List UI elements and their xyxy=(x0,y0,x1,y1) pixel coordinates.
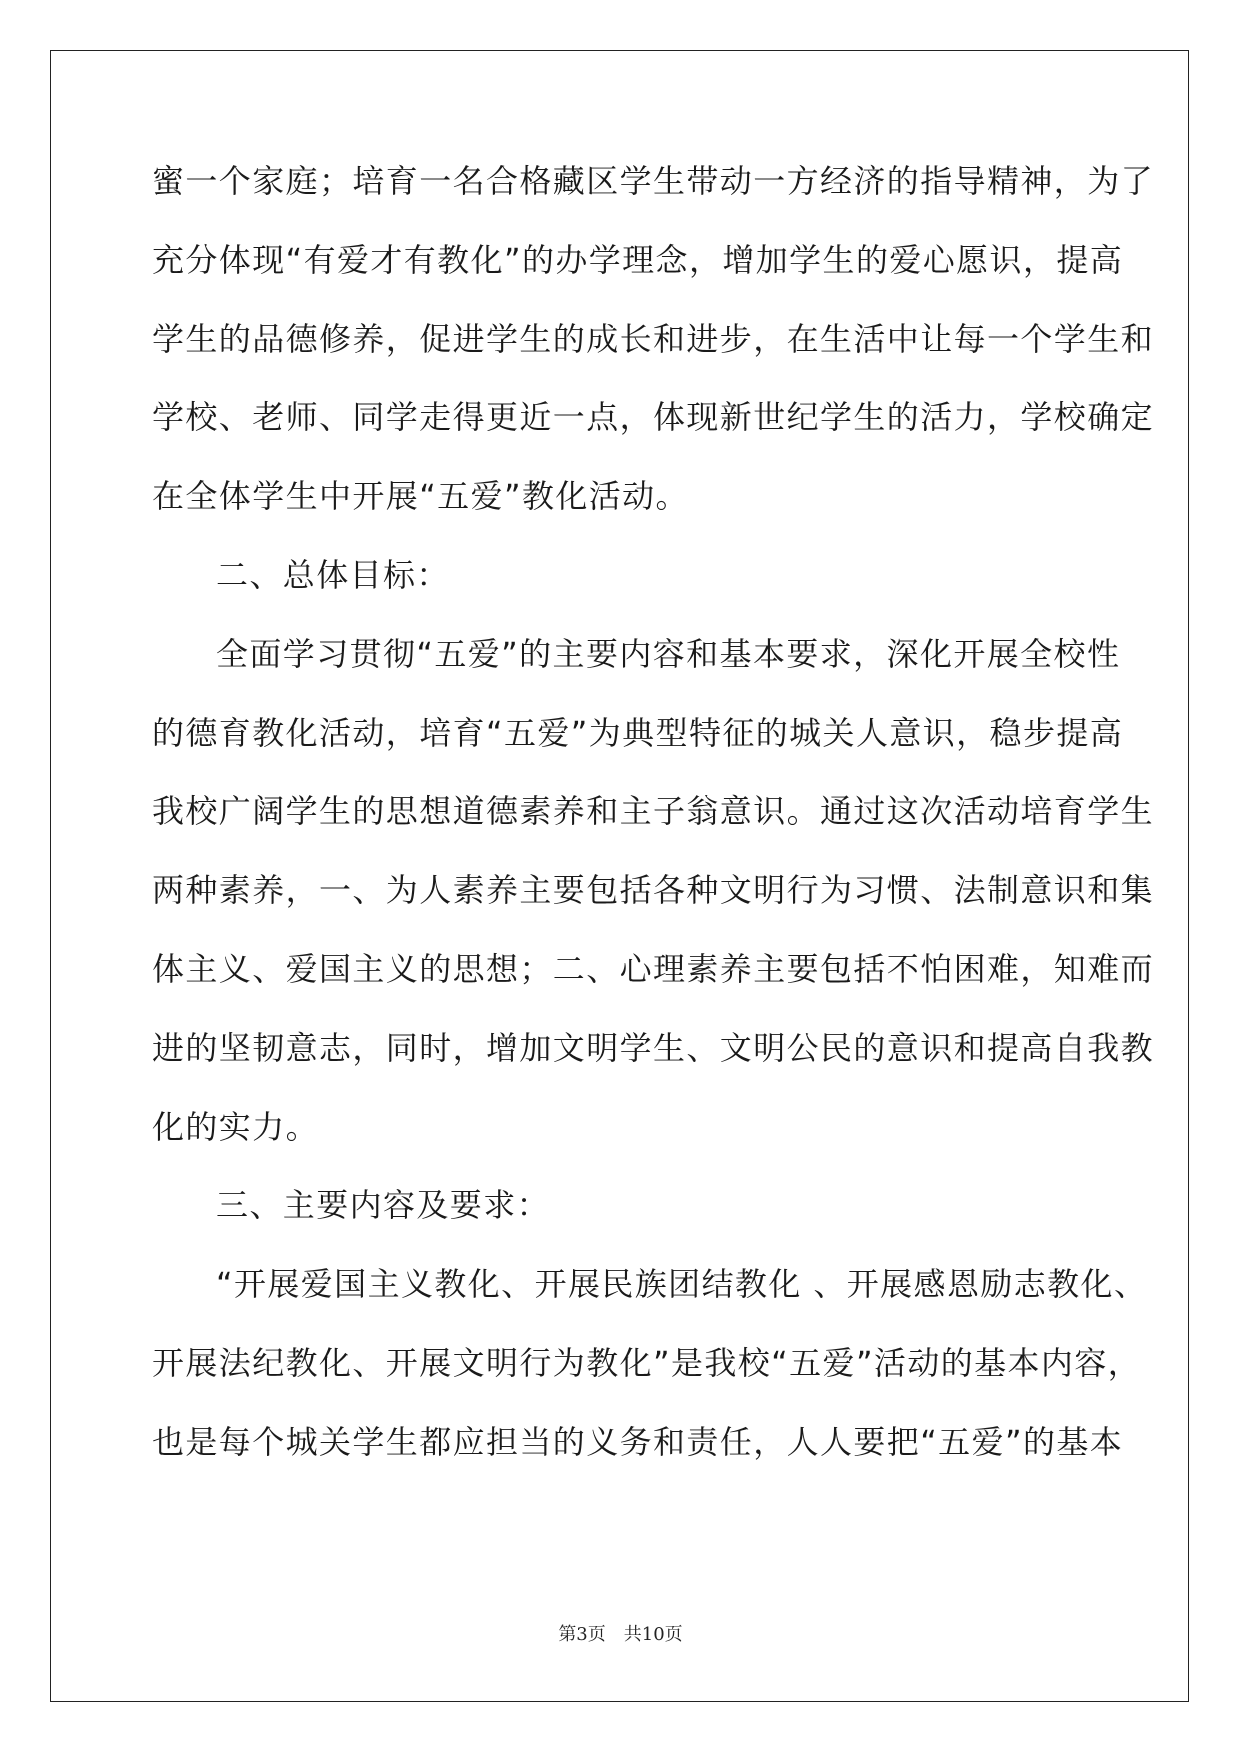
document-body xyxy=(152,161,1155,1501)
text-line: 两种素养，一、为人素养主要包括各种文明行为习惯、法制意识和集 xyxy=(152,871,1155,910)
page-number: 第3页 xyxy=(558,1624,606,1645)
text-line: 进的坚韧意志，同时，增加文明学生、文明公民的意识和提高自我教 xyxy=(152,1028,1155,1067)
page-footer xyxy=(0,1620,1241,1646)
section-heading: 二、总体目标： xyxy=(216,555,450,594)
text-line: 的德育教化活动，培育“五爱”为典型特征的城关人意识，稳步提高 xyxy=(152,713,1124,752)
text-line: 学校、老师、同学走得更近一点，体现新世纪学生的活力，学校确定 xyxy=(152,398,1155,437)
paragraph-first-line: “开展爱国主义教化、开展民族团结教化 、开展感恩励志教化、 xyxy=(216,1265,1148,1304)
section-heading: 三、主要内容及要求： xyxy=(216,1186,551,1225)
text-line: 在全体学生中开展“五爱”教化活动。 xyxy=(152,477,689,516)
page-total: 共10页 xyxy=(623,1624,683,1645)
text-line: 学生的品德修养，促进学生的成长和进步，在生活中让每一个学生和 xyxy=(152,319,1155,358)
text-line: 体主义、爱国主义的思想；二、心理素养主要包括不怕困难，知难而 xyxy=(152,949,1155,988)
text-line: 我校广阔学生的思想道德素养和主子翁意识。通过这次活动培育学生 xyxy=(152,792,1155,831)
text-line: 化的实力。 xyxy=(152,1107,320,1146)
text-line: 也是每个城关学生都应担当的义务和责任，人人要把“五爱”的基本 xyxy=(152,1422,1124,1461)
text-line: 开展法纪教化、开展文明行为教化”是我校“五爱”活动的基本内容， xyxy=(152,1343,1142,1382)
text-line: 充分体现“有爱才有教化”的办学理念，增加学生的爱心愿识，提高 xyxy=(152,240,1124,279)
paragraph-first-line: 全面学习贯彻“五爱”的主要内容和基本要求，深化开展全校性 xyxy=(216,634,1121,673)
text-line: 蜜一个家庭；培育一名合格藏区学生带动一方经济的指导精神，为了 xyxy=(152,162,1155,200)
